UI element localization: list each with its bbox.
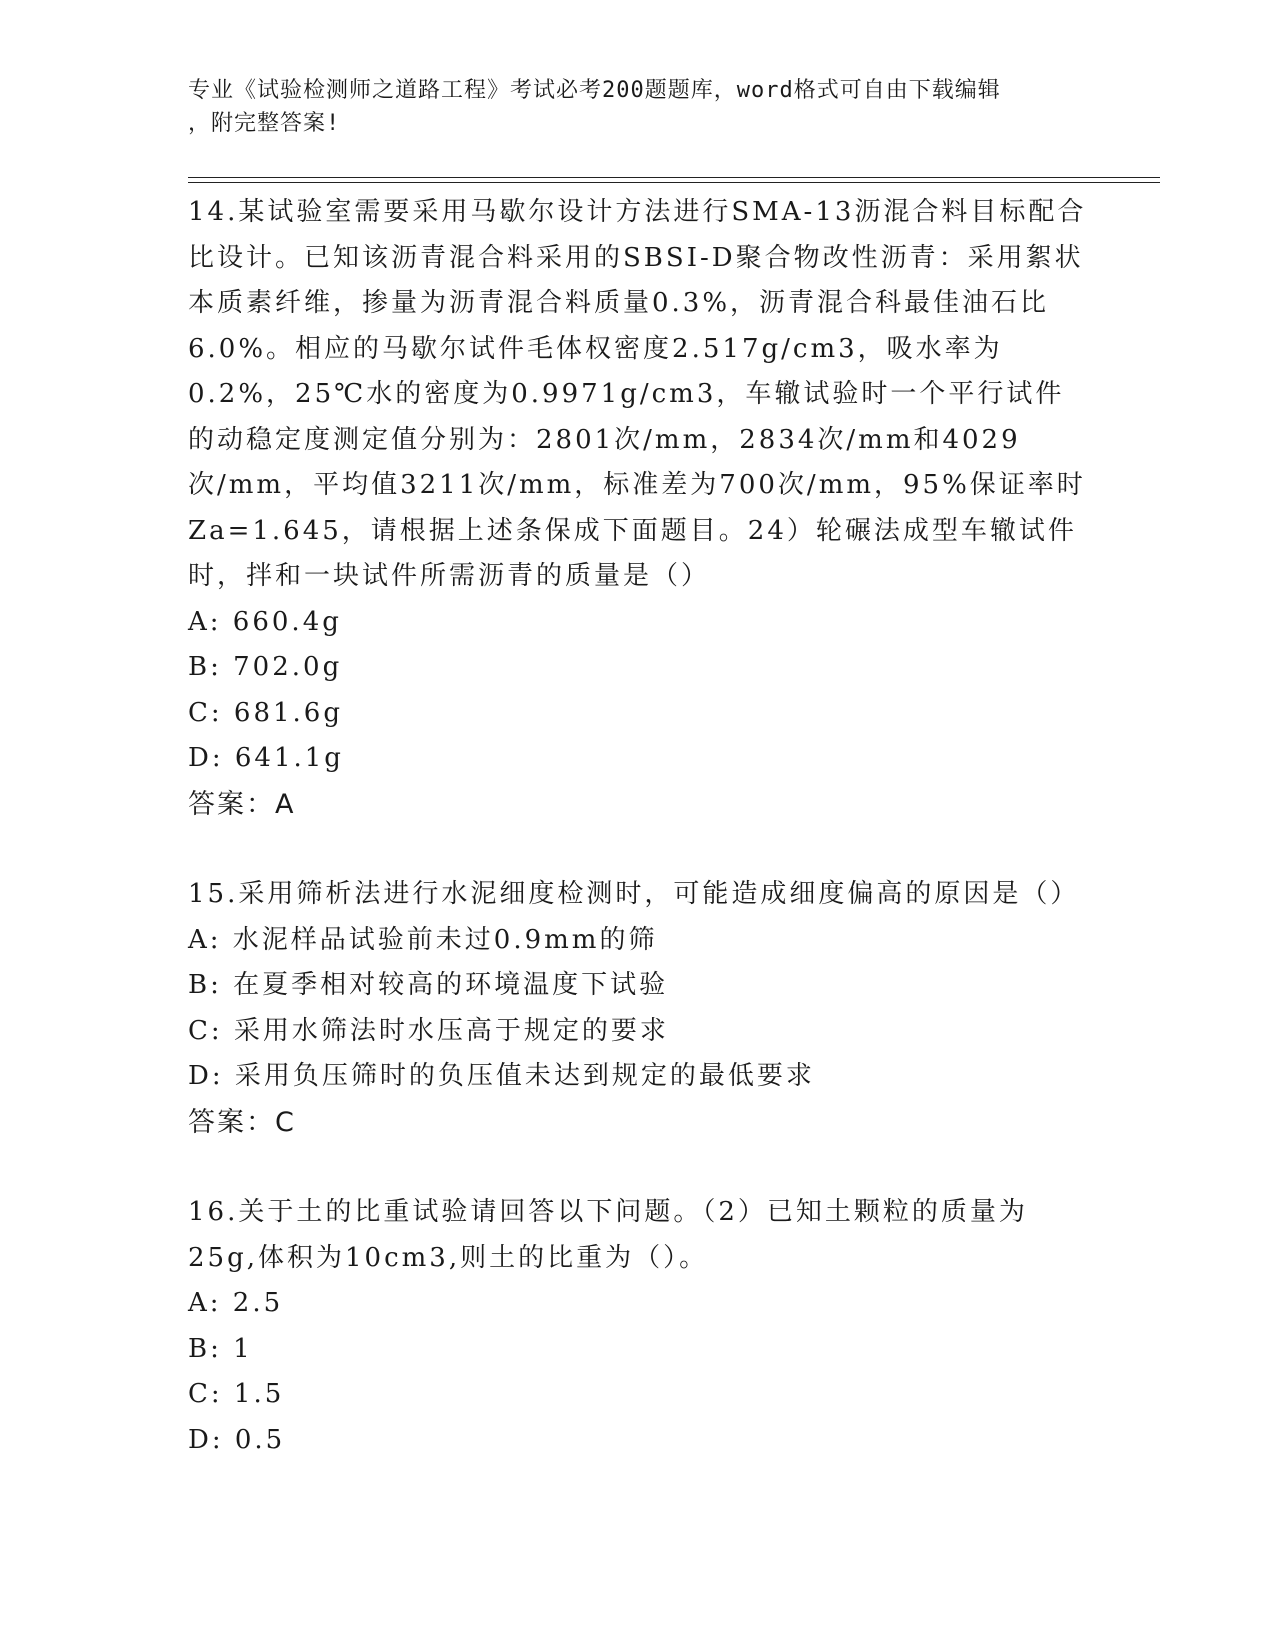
header-title-line-2: ，附完整答案! [188,111,341,136]
header-divider-top [188,177,1160,178]
option-c: C: 1.5 [188,1379,285,1409]
answer-label: 答案：A [188,788,296,820]
option-d: D: 641.1g [188,743,344,773]
question-15 [188,872,1088,1145]
question-16 [188,1190,1088,1463]
option-d: D: 0.5 [188,1424,286,1455]
question-stem: 16.关于土的比重试验请回答以下问题。（2）已知土颗粒的质量为25g,体积为10cm3,则土的比重为（）。 [188,1197,1028,1273]
option-b: B: 702.0g [188,652,343,682]
option-a: A: 2.5 [188,1288,284,1318]
option-b: B: 在夏季相对较高的环境温度下试验 [188,970,669,1000]
option-a: A: 水泥样品试验前未过0.9mm的筛 [188,924,658,955]
option-d: D: 采用负压筛时的负压值未达到规定的最低要求 [188,1061,815,1091]
question-list [188,190,1088,1463]
option-c: C: 681.6g [188,697,343,728]
question-stem: 14.某试验室需要采用马歇尔设计方法进行SMA-13沥混合料目标配合比设计。已知该沥青混合料采用的SBSI-D聚合物改性沥青：采用絮状本质素纤维，掺量为沥青混合料质量0.3%，沥青混合科最佳油石比6.0%。相应的马歇尔试件毛体权密度2.517g/cm3，吸水率为0.2%，25℃水的密度为0.9971g/cm3，车辙试验时一个平行试件的动稳定度测定值分别为：2801次/mm，2834次/mm和4029次/mm，平均值3211次/mm，标准差为700次/mm，95%保证率时Za=1.645，请根据上述条保成下面题目。24）轮碾法成型车辙试件时，拌和一块试件所需沥青的质量是（） [188,197,1087,591]
answer-label: 答案：C [188,1106,296,1138]
header-title-line-1: 专业《试验检测师之道路工程》考试必考200题题库，word格式可自由下载编辑 [188,78,1001,103]
option-b: B: 1 [188,1333,253,1364]
option-c: C: 采用水筛法时水压高于规定的要求 [188,1015,669,1046]
document-header [188,74,1068,140]
question-14 [188,190,1088,827]
header-divider-bottom [188,182,1160,183]
option-a: A: 660.4g [188,606,342,637]
question-stem: 15.采用筛析法进行水泥细度检测时，可能造成细度偏高的原因是（） [188,879,1080,909]
